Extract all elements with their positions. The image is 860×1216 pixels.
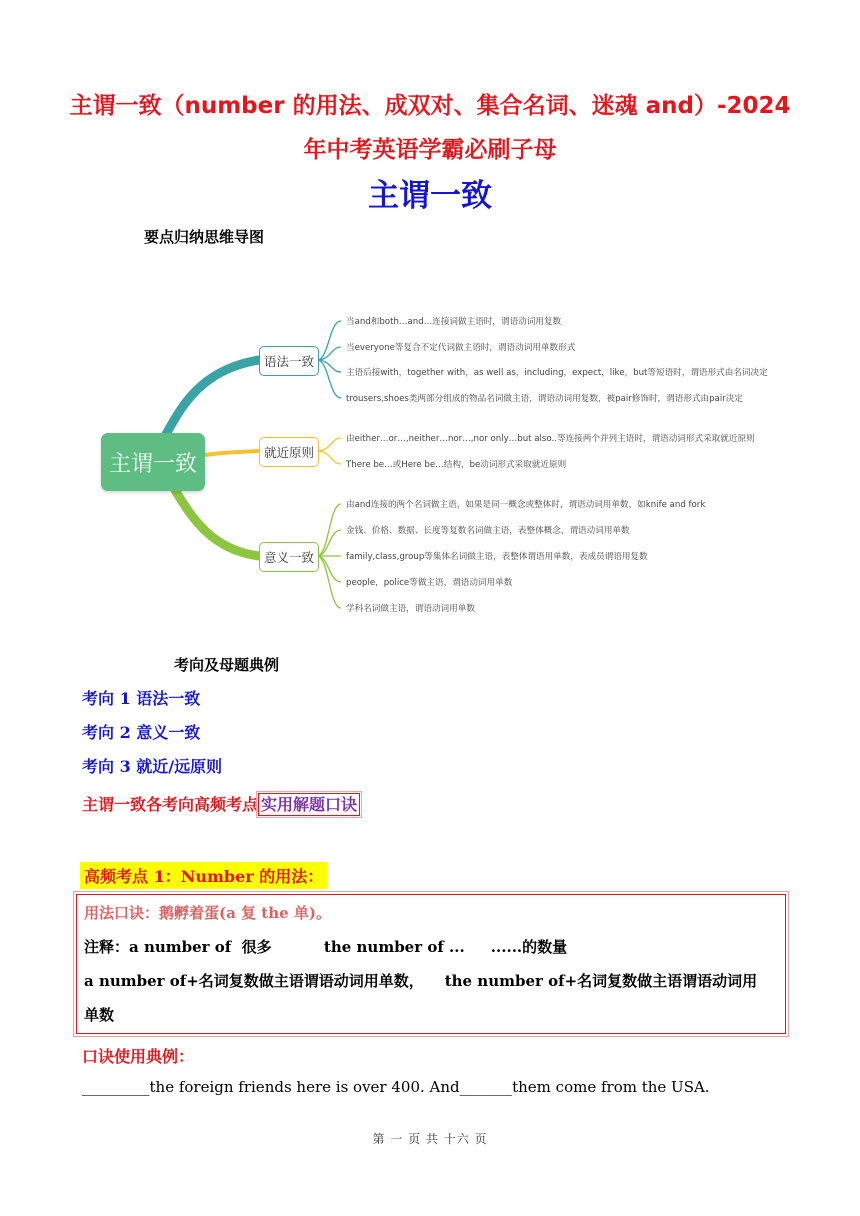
rule-explanation-line2: 单数	[84, 1006, 115, 1024]
document-title-line1: 主谓一致（number 的用法、成双对、集合名词、迷魂 and）-2024	[69, 93, 791, 119]
leaf-meaning-1: 由and连接的两个名词做主语，如果是同一概念或整体时，谓语动词用单数，如knife and fork	[346, 500, 706, 510]
rule-explanation-line1: a number of+名词复数做主语谓语动词用单数， the number of+名词复数做主语谓语动词用	[84, 972, 758, 990]
connector-root-meaning	[175, 490, 259, 556]
point1-heading: 高频考点 1：Number 的用法：	[80, 862, 327, 889]
branch-meaning-agreement: 意义一致	[259, 542, 319, 572]
leaf-grammar-4: trousers,shoes类两部分组成的物品名词做主语，谓语动词用复数，被pair修饰时，谓语形式由pair决定	[346, 394, 743, 404]
leaf-grammar-2: 当everyone等复合不定代词做主语时，谓语动词用单数形式	[346, 343, 576, 353]
tips-line	[82, 792, 360, 815]
rule-box	[76, 894, 786, 1034]
bracket-grammar	[317, 321, 341, 398]
page-footer: 第 一 页 共 十六 页	[372, 1132, 488, 1146]
document-subtitle: 主谓一致	[368, 178, 492, 214]
leaf-meaning-4: people，police等做主语，谓语动词用单数	[346, 578, 513, 588]
bracket-meaning	[317, 504, 341, 608]
example-sentence: _________the foreign friends here is over 400. And_______them come from the USA.	[82, 1078, 710, 1096]
leaf-proximity-1: 由either…or…,neither…nor…,nor only…but also..等连接两个并列主语时，谓语动词形式采取就近原则	[346, 434, 755, 444]
direction-2: 考向 2 意义一致	[82, 723, 201, 742]
leaf-meaning-3: family,class,group等集体名词做主语，表整体谓语用单数，表成员谓语用复数	[346, 552, 648, 562]
mindmap-root: 主谓一致	[101, 433, 205, 491]
leaf-grammar-1: 当and和both…and…连接词做主语时，谓语动词用复数	[346, 317, 562, 327]
branch-grammar-agreement: 语法一致	[259, 346, 319, 376]
leaf-grammar-3: 主语后接with，together with，as well as，including，expect，like，but等短语时，谓语形式由名词决定	[346, 368, 768, 378]
examples-heading: 考向及母题典例	[174, 656, 280, 674]
usage-heading: 口诀使用典例：	[82, 1047, 195, 1066]
connector-root-grammar	[165, 360, 259, 436]
tips-line-prefix: 主谓一致各考向高频考点	[82, 795, 259, 814]
leaf-proximity-2: There be…或Here be…结构，be动词形式采取就近原则	[346, 460, 567, 470]
connector-root-proximity	[205, 451, 259, 455]
rule-note: 注释：a number of 很多 the number of ... ......的数量	[84, 938, 568, 956]
document-title-line2: 年中考英语学霸必刷子母	[303, 137, 557, 163]
tips-boxed-label: 实用解题口诀	[258, 793, 360, 816]
rule-rhyme: 用法口诀：鹅孵着蛋(a 复 the 单)。	[84, 904, 331, 922]
leaf-meaning-2: 金钱、价格、数据、长度等复数名词做主语，表整体概念，谓语动词用单数	[346, 526, 630, 536]
branch-proximity-principle: 就近原则	[259, 437, 319, 467]
bracket-proximity	[317, 438, 341, 464]
direction-3: 考向 3 就近/远原则	[82, 757, 223, 776]
mindmap-heading: 要点归纳思维导图	[144, 228, 265, 246]
direction-1: 考向 1 语法一致	[82, 689, 201, 708]
mind-map	[95, 300, 775, 625]
leaf-meaning-5: 学科名词做主语，谓语动词用单数	[346, 604, 475, 614]
